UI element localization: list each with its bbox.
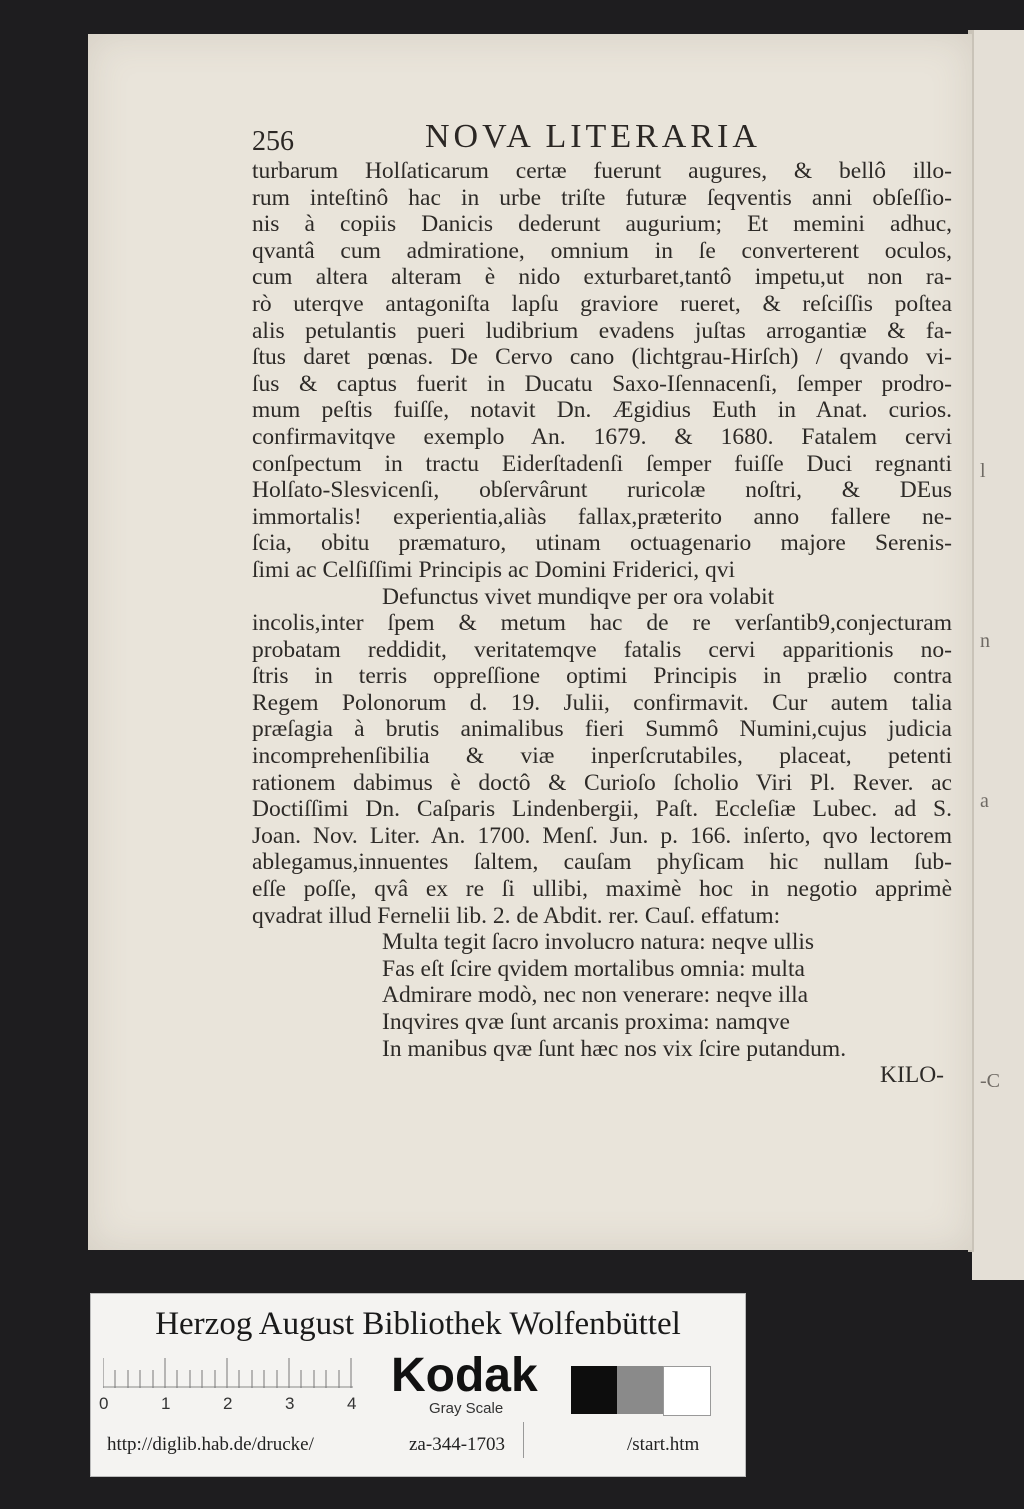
- ruler-number: 4: [347, 1394, 357, 1413]
- poem-line: Inqvires qvæ ſunt arcanis proxima: namqve: [382, 1009, 790, 1035]
- text-line: ſus & captus fuerit in Ducatu Saxo-Iſennacenſi, ſemper prodro-: [252, 370, 952, 397]
- text-line: qvantâ cum admiratione, omnium in ſe converterent oculos,: [252, 237, 952, 264]
- shelfmark: za-344-1703: [409, 1434, 506, 1455]
- catchword: KILO-: [880, 1062, 944, 1089]
- scan-target-card: [90, 1293, 746, 1477]
- text-line: incomprehenſibilia & viæ inperſcrutabiles, placeat, petenti: [252, 743, 952, 770]
- text-line: Doctiſſimi Dn. Caſparis Lindenbergii, Paſt. Eccleſiæ Lubec. ad S.: [252, 796, 952, 823]
- url-right: /start.htm: [627, 1434, 700, 1455]
- text-line: nis à copiis Danicis dederunt augurium; Et memini adhuc,: [252, 211, 952, 238]
- adjacent-page-strip: l n a -C: [972, 30, 1024, 1280]
- text-line: probatam reddidit, veritatemqve fatalis cervi apparitionis no-: [252, 636, 952, 663]
- running-title: NOVA LITERARIA: [425, 118, 761, 155]
- ruler-number: 1: [161, 1394, 171, 1413]
- text-line: qvadrat illud Fernelii lib. 2. de Abdit. rer. Cauſ. effatum:: [252, 902, 781, 929]
- swatch-white: [663, 1366, 711, 1416]
- library-name: Herzog August Bibliothek Wolfenbüttel: [155, 1306, 681, 1342]
- text-line: mum peſtis fuiſſe, notavit Dn. Ægidius Euth in Anat. curios.: [252, 397, 952, 424]
- text-line: ſimi ac Celſiſſimi Principis ac Domini Friderici, qvi: [252, 556, 735, 583]
- text-line: eſſe poſſe, qvâ ex re ſi ullibi, maximè hoc in negotio apprimè: [252, 876, 952, 903]
- swatch-black: [571, 1366, 617, 1414]
- ruler-number: 0: [99, 1394, 109, 1413]
- poem-line: Multa tegit ſacro involucro natura: neqve ullis: [382, 929, 815, 956]
- card-separator: [523, 1422, 524, 1458]
- text-line: præſagia à brutis animalibus fieri Summô Numini,cujus judicia: [252, 716, 952, 743]
- text-line: confirmavitqve exemplo An. 1679. & 1680. Fatalem cervi: [252, 423, 952, 450]
- text-line: alis petulantis pueri ludibrium evadens juſtas arrogantiæ & fa-: [252, 317, 952, 344]
- kodak-logo: Kodak: [391, 1349, 538, 1402]
- poem-line: In manibus qvæ ſunt hæc nos vix ſcire putandum.: [382, 1035, 847, 1062]
- text-line: immortalis! experientia,aliàs fallax,præterito anno fallere ne-: [252, 503, 952, 530]
- ruler-scale: [103, 1358, 353, 1388]
- gray-scale-label: Gray Scale: [429, 1400, 504, 1417]
- text-line: cum altera alteram è nido exturbaret,tantô impetu,ut non ra-: [252, 264, 952, 291]
- text-line: ſcia, obitu præmaturo, utinam octuagenario majore Serenis-: [252, 530, 952, 557]
- gray-scale-swatches: [571, 1366, 709, 1414]
- page-header: [252, 118, 952, 158]
- poem-line: Admirare modò, nec non venerare: neqve illa: [382, 982, 809, 1009]
- poem-line: Fas eſt ſcire qvidem mortalibus omnia: multa: [382, 955, 805, 982]
- text-line: Joan. Nov. Liter. An. 1700. Menſ. Jun. p. 166. inſerto, qvo lectorem: [252, 822, 952, 849]
- url-left: http://diglib.hab.de/drucke/: [107, 1434, 314, 1455]
- text-line: Regem Polonorum d. 19. Julii, confirmavit. Cur autem talia: [252, 689, 952, 716]
- swatch-gray: [617, 1366, 663, 1414]
- page-number: 256: [252, 126, 294, 157]
- text-line: turbarum Holſaticarum certæ fuerunt augures, & bellô illo-: [252, 158, 952, 184]
- text-line: ſtris in terris oppreſſione optimi Principis in prælio contra: [252, 663, 952, 690]
- ruler-number: 3: [285, 1394, 295, 1413]
- text-line: ablegamus,innuentes ſaltem, cauſam phyſicam hic nullam ſub-: [252, 849, 952, 876]
- text-line: ſtus daret pœnas. De Cervo cano (lichtgrau-Hirſch) / qvando vi-: [252, 344, 952, 371]
- body-text: [252, 158, 952, 1089]
- ruler-number: 2: [223, 1394, 233, 1413]
- text-line: rum inteſtinô hac in urbe triſte futuræ ſeqventis anni obſeſſio-: [252, 184, 952, 211]
- text-line: rò uterqve antagoniſta lapſu graviore rueret, & reſciſſis poſtea: [252, 290, 952, 317]
- text-line: Holſato-Slesvicenſi, obſervârunt ruricolæ noſtri, & DEus: [252, 477, 952, 504]
- verse-line: Defunctus vivet mundiqve per ora volabit: [382, 583, 775, 610]
- text-line: incolis,inter ſpem & metum hac de re verſantib9,conjecturam: [252, 610, 952, 637]
- text-line: rationem dabimus è doctô & Curioſo ſcholio Viri Pl. Rever. ac: [252, 769, 952, 796]
- text-line: conſpectum in tractu Eiderſtadenſi ſemper fuiſſe Duci regnanti: [252, 450, 952, 477]
